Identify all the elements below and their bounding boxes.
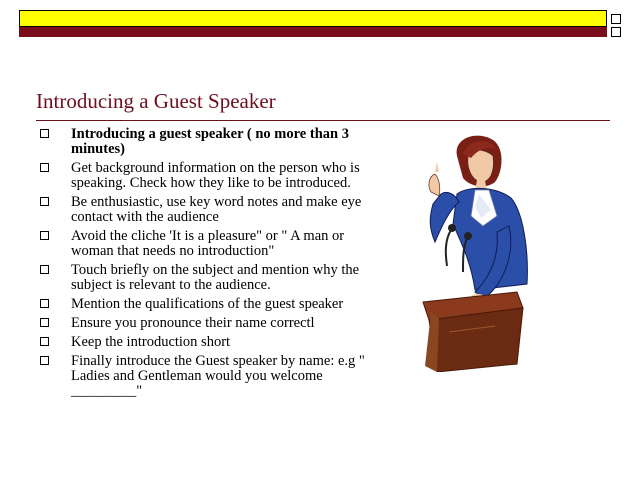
square-bullet-icon xyxy=(40,265,49,274)
header-maroon-band xyxy=(19,27,607,37)
bullet-item xyxy=(38,127,383,157)
bullet-text: Ensure you pronounce their name correctl xyxy=(71,315,315,331)
header-square-top xyxy=(611,14,621,24)
bullet-text: Mention the qualifications of the guest speaker xyxy=(71,296,344,312)
bullet-item xyxy=(38,161,383,191)
square-bullet-icon xyxy=(40,197,49,206)
bullet-item xyxy=(38,297,383,312)
square-bullet-icon xyxy=(40,231,49,240)
header-square-bottom xyxy=(611,27,621,37)
square-bullet-icon xyxy=(40,299,49,308)
bullet-text: Finally introduce the Guest speaker by name: e.g " Ladies and Gentleman would you welcome _________" xyxy=(71,353,365,399)
bullet-item xyxy=(38,354,383,399)
title-rule xyxy=(36,120,610,121)
bullet-text: Avoid the cliche 'It is a pleasure" or " A man or woman that needs no introduction" xyxy=(71,228,345,259)
slide-title: Introducing a Guest Speaker xyxy=(36,89,276,113)
bullet-list xyxy=(38,127,383,403)
bullet-text: Keep the introduction short xyxy=(71,334,231,350)
square-bullet-icon xyxy=(40,356,49,365)
header-yellow-band xyxy=(19,10,607,27)
bullet-text: Get background information on the person who is speaking. Check how they like to be introduced. xyxy=(71,160,360,191)
bullet-item xyxy=(38,195,383,225)
square-bullet-icon xyxy=(40,337,49,346)
woman-speaker-at-podium-icon xyxy=(405,132,605,372)
bullet-text: Touch briefly on the subject and mention why the subject is relevant to the audience. xyxy=(71,262,360,293)
square-bullet-icon xyxy=(40,318,49,327)
decorative-header xyxy=(0,0,638,38)
bullet-item xyxy=(38,316,383,331)
bullet-item xyxy=(38,335,383,350)
bullet-text: Be enthusiastic, use key word notes and make eye contact with the audience xyxy=(71,194,362,225)
bullet-item xyxy=(38,229,383,259)
square-bullet-icon xyxy=(40,163,49,172)
square-bullet-icon xyxy=(40,129,49,138)
bullet-item xyxy=(38,263,383,293)
bullet-text: Introducing a guest speaker ( no more than 3 minutes) xyxy=(71,126,349,157)
